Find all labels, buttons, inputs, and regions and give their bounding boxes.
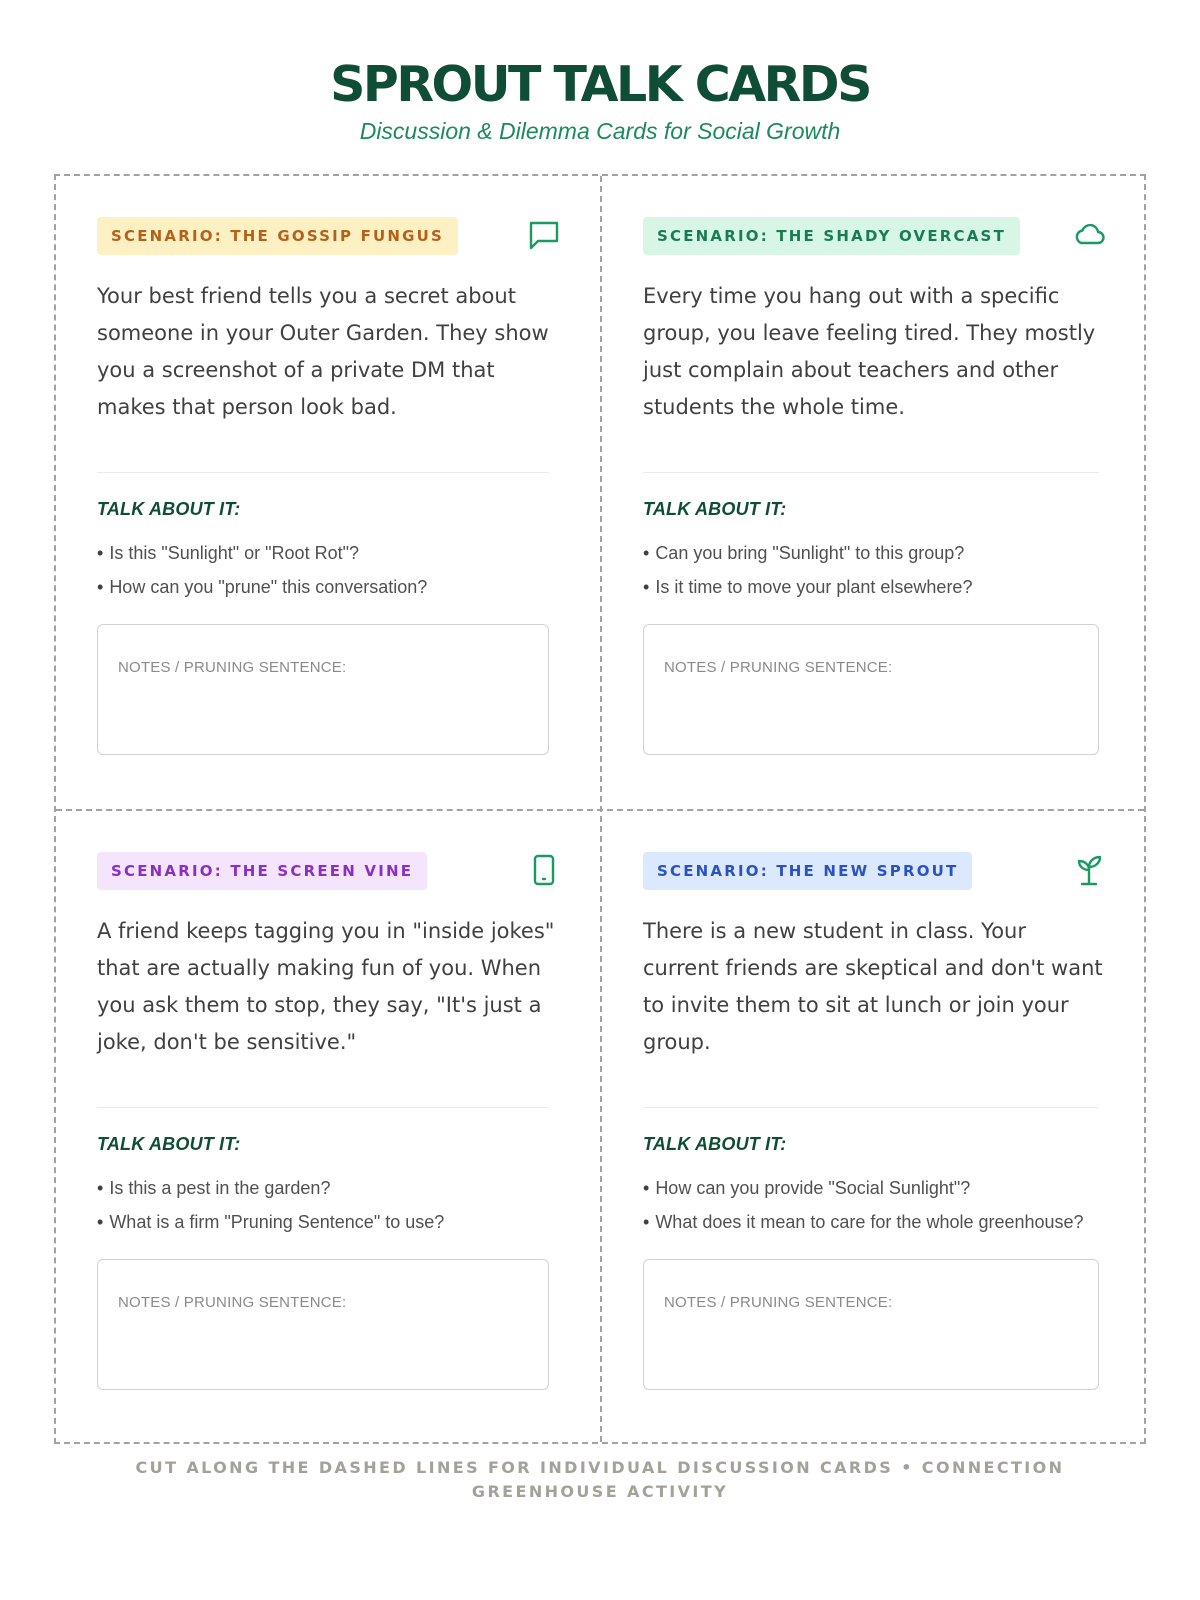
notes-box[interactable] xyxy=(97,1259,549,1390)
talk-about-it-heading: TALK ABOUT IT: xyxy=(643,1134,787,1154)
scenario-tag: SCENARIO: THE SHADY OVERCAST xyxy=(643,217,1020,255)
question-list xyxy=(97,536,427,604)
talk-about-it-heading: TALK ABOUT IT: xyxy=(97,499,241,519)
discussion-card-shady-overcast xyxy=(602,176,1146,810)
page-subtitle: Discussion & Dilemma Cards for Social Growth xyxy=(359,118,841,144)
notes-label: NOTES / PRUNING SENTENCE: xyxy=(664,1294,893,1311)
notes-box[interactable] xyxy=(643,1259,1099,1390)
scenario-tag: SCENARIO: THE NEW SPROUT xyxy=(643,852,972,890)
scenario-tag: SCENARIO: THE GOSSIP FUNGUS xyxy=(97,217,458,255)
question-list xyxy=(97,1171,444,1239)
question-item: • Can you bring "Sunlight" to this group? xyxy=(643,536,972,570)
page-header xyxy=(0,56,1200,146)
cloud-icon xyxy=(1072,218,1106,252)
question-item: • How can you "prune" this conversation? xyxy=(97,570,427,604)
card-divider xyxy=(643,1107,1099,1108)
scenario-text: There is a new student in class. Your current friends are skeptical and don't want to invite them to sit at lunch or join your group. xyxy=(643,919,1103,1054)
card-divider xyxy=(97,472,549,473)
question-item: • How can you provide "Social Sunlight"? xyxy=(643,1171,1084,1205)
page-title: SPROUT TALK CARDS xyxy=(330,56,870,113)
question-item: • Is it time to move your plant elsewhere? xyxy=(643,570,972,604)
question-item: • What does it mean to care for the whole greenhouse? xyxy=(643,1205,1084,1239)
question-list xyxy=(643,1171,1084,1239)
question-item: • Is this a pest in the garden? xyxy=(97,1171,444,1205)
phone-icon xyxy=(527,853,561,887)
scenario-tag: SCENARIO: THE SCREEN VINE xyxy=(97,852,427,890)
scenario-text: Every time you hang out with a specific group, you leave feeling tired. They mostly just complain about teachers and other students the whole time. xyxy=(643,284,1096,419)
discussion-card-screen-vine xyxy=(56,811,601,1445)
card-grid xyxy=(54,174,1146,1444)
discussion-card-new-sprout xyxy=(602,811,1146,1445)
talk-about-it-heading: TALK ABOUT IT: xyxy=(643,499,787,519)
scenario-text: Your best friend tells you a secret about someone in your Outer Garden. They show you a screenshot of a private DM that makes that person look bad. xyxy=(97,284,549,419)
question-item: • Is this "Sunlight" or "Root Rot"? xyxy=(97,536,427,570)
card-divider xyxy=(97,1107,549,1108)
card-divider xyxy=(643,472,1099,473)
notes-label: NOTES / PRUNING SENTENCE: xyxy=(118,659,347,676)
notes-label: NOTES / PRUNING SENTENCE: xyxy=(118,1294,347,1311)
chat-bubble-icon xyxy=(527,218,561,252)
question-list xyxy=(643,536,972,604)
discussion-card-gossip-fungus xyxy=(56,176,601,810)
talk-about-it-heading: TALK ABOUT IT: xyxy=(97,1134,241,1154)
question-item: • What is a firm "Pruning Sentence" to use? xyxy=(97,1205,444,1239)
footer-instructions: CUT ALONG THE DASHED LINES FOR INDIVIDUAL DISCUSSION CARDS • CONNECTION GREENHOUSE ACTIVITY xyxy=(135,1458,1065,1501)
scenario-text: A friend keeps tagging you in "inside jokes" that are actually making fun of you. When you ask them to stop, they say, "It's just a joke, don't be sensitive." xyxy=(97,919,555,1054)
notes-label: NOTES / PRUNING SENTENCE: xyxy=(664,659,893,676)
sprout-icon xyxy=(1072,853,1106,887)
notes-box[interactable] xyxy=(97,624,549,755)
notes-box[interactable] xyxy=(643,624,1099,755)
